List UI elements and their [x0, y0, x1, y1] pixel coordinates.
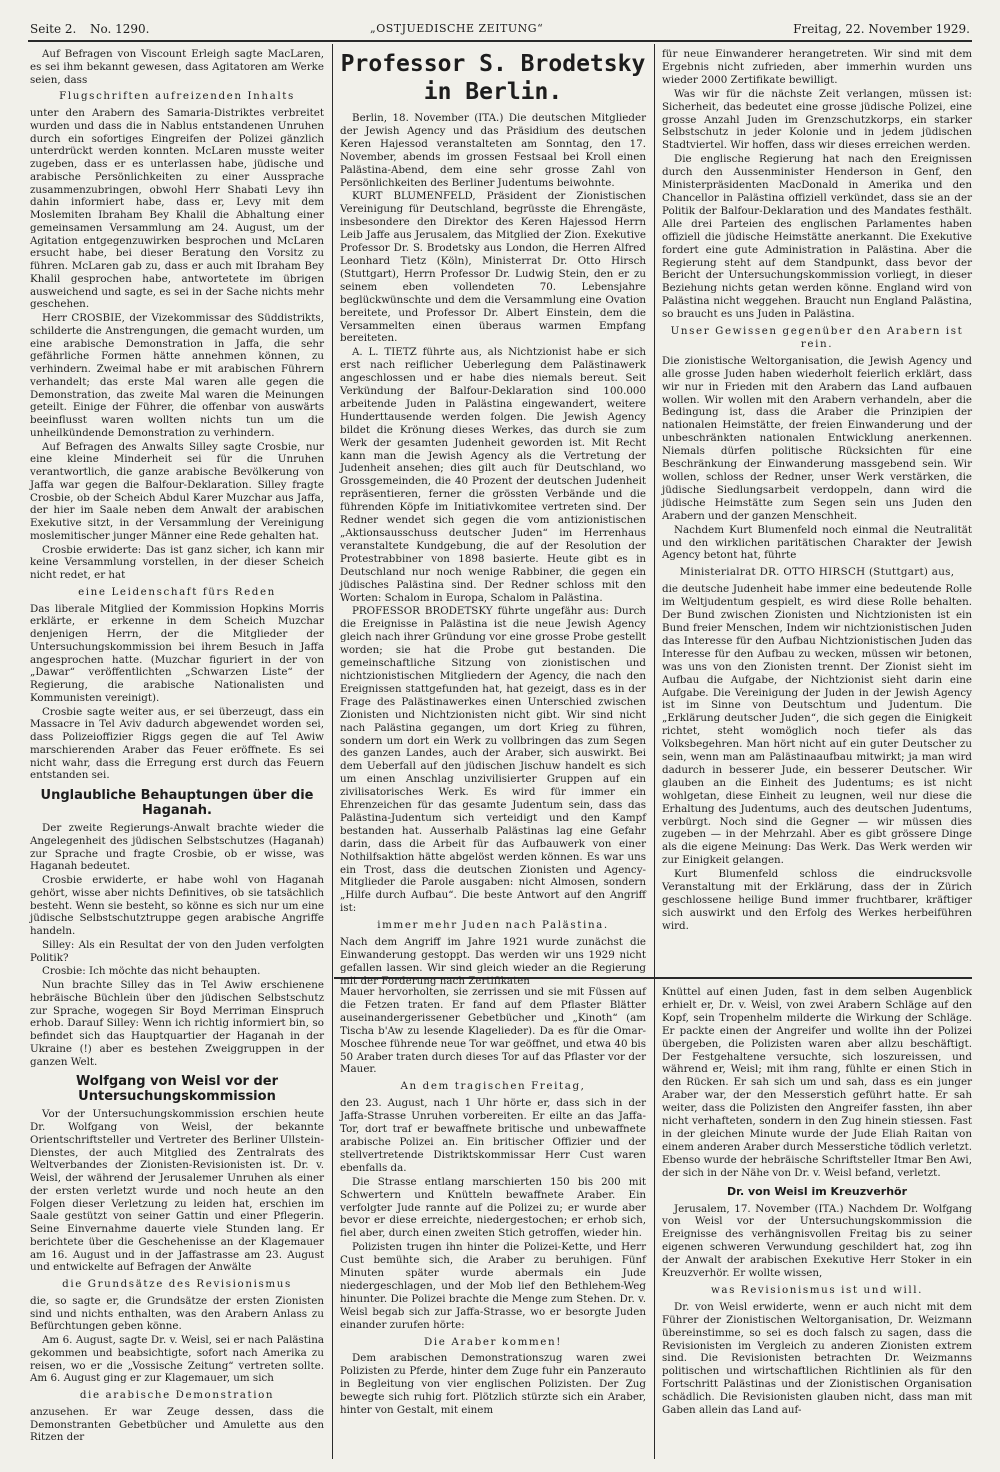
paragraph: PROFESSOR BRODETSKY führte ungefähr aus: Durch die Ereignisse in Palästina ist die neue Jewish Agency gleich nach ihrer Gründung vor eine grosse Probe gestellt worden; sie hat die Probe gut bestanden. Die gemeinschaftliche Sitzung von zionistischen und nichtzionistischen Mitgliedern der Agency, die nach den Ereignissen stattgefunden hat, hat gezeigt, dass es in der Frage des Palästinawerkes einen Unterschied zwischen Zionisten und Nichtzionisten nicht gibt. Wir sind nicht nach Palästina gegangen, um dort Krieg zu führen, sondern um dort ein Werk zu vollbringen das zum Segen des ganzen Landes, auch der Araber, sich auswirkt. Bei dem Ueberfall auf den jüdischen Jischuw handelt es sich um einen Anschlag unzivilisierter Gruppen auf ein zivilisatorisches Werk. Es wird für immer ein Ehrenzeichen für das gesamte Judentum sein, dass das Palästina-Judentum sich verteidigt und den Kampf bestanden hat. Ausserhalb Palästinas lag eine Gefahr darin, dass die Arbeit für das Aufbauwerk von einer Nothilfsaktion hätte abgelöst werden können. Es war uns ein Trost, dass die deutschen Zionisten und Agency-Mitglieder die Parole ausgaben: nicht Almosen, sondern „Hilfe durch Aufbau“. Die beste Antwort auf den Angriff ist: — [340, 605, 646, 915]
paragraph: Kurt Blumenfeld schloss die eindrucksvolle Veranstaltung mit der Erklärung, dass der in Zürich geschlossene heilige Bund immer fruchtbarer, kräftiger sich auswirkt und den Erfolg des Werkes herbeiführen wird. — [662, 868, 972, 932]
section-heading: Wolfgang von Weisl vor der Untersuchungskommission — [75, 1074, 278, 1105]
spaced-heading: Flugschriften aufreizenden Inhalts — [59, 90, 295, 103]
column-middle-bottom — [340, 986, 646, 1458]
paragraph: Auf Befragen des Anwalts Silley sagte Crosbie, nur eine kleine Minderheit sei für die Unruhen verantwortlich, die ganze arabische Bevölkerung von Jaffa war gegen die Balfour-Deklaration. Silley fragte Crosbie, ob der Scheich Abdul Karer Muzchar aus Jaffa, der hier im Saale neben dem Anwalt der arabischen Exekutive sitzt, in der Versammlung der Vereinigung moslemitischer junger Männer eine Rede gehalten hat. — [30, 440, 324, 542]
paragraph: Polizisten trugen ihn hinter die Polizei-Kette, und Herr Cust bemühte sich, die Araber zu beruhigen. Fünf Minuten später wurde abermals ein Jude niedergeschlagen, und der Mob lief den Bethlehem-Weg hinunter. Die Polizei brachte die Menge zum Stehen. Dr. v. Weisl begab sich zur Jaffa-Strasse, wo er besorgte Juden einander zurufen hörte: — [340, 1241, 646, 1331]
spaced-heading: Unser Gewissen gegenüber den Arabern ist rein. — [670, 325, 964, 350]
column-rule-left — [332, 44, 333, 1459]
paragraph: Silley: Als ein Resultat der von den Juden verfolgten Politik? — [30, 938, 324, 964]
paragraph: Die Strasse entlang marschierten 150 bis 200 mit Schwertern und Knütteln bewaffnete Araber. Ein verfolgter Jude rannte auf die Polizei zu; er wurde aber bevor er diese erreichte, niedergestochen; er erhob sich, fiel aber, durch einen zweiten Stich getroffen, wieder hin. — [340, 1175, 646, 1240]
paragraph: KURT BLUMENFELD, Präsident der Zionistischen Vereinigung für Deutschland, begrüsste die Ehrengäste, insbesondere den Direktor des Keren Hajessod Herrn Leib Jaffe aus Jerusalem, das Mitglied der Zion. Exekutive Professor Dr. S. Brodetsky aus London, die Herren Alfred Leonhard Tietz (Köln), Ministerrat Dr. Otto Hirsch (Stuttgart), Herrn Professor Dr. Ludwig Stein, den er zu seinem eben vollendeten 70. Lebensjahre beglückwünschte und dem die Versammlung eine Ovation bereitete, und Professor Dr. Albert Einstein, dem die Versammelten einen überaus warmen Empfang bereiteten. — [340, 190, 646, 345]
paragraph: Der zweite Regierungs-Anwalt brachte wieder die Angelegenheit des jüdischen Selbstschutzes (Haganah) zur Sprache und fragte Crosbie, ob er wisse, was Haganah bedeutet. — [30, 822, 324, 873]
spaced-heading: eine Leidenschaft fürs Reden — [78, 585, 276, 598]
paragraph: Was wir für die nächste Zeit verlangen, müssen ist: Sicherheit, das bedeutet eine grosse jüdische Polizei, eine grosse Anzahl Juden im Grenzschutzkorps, ein starker Selbstschutz in jeder Kolonie und in jedem jüdischen Stadtviertel. Wir hoffen, dass wir dieses erreichen werden. — [662, 87, 972, 152]
paragraph: Auf Befragen von Viscount Erleigh sagte MacLaren, es sei ihm bekannt gewesen, dass Agitatoren am Werke seien, dass — [30, 48, 324, 86]
paragraph: A. L. TIETZ führte aus, als Nichtzionist habe er sich erst nach reiflicher Ueberlegung dem Palästinawerk angeschlossen und er habe dies niemals bereut. Seit Verkündung der Balfour-Deklaration sind 100.000 arbeitende Juden in Palästina eingewandert, weitere Hunderttausende werden folgen. Die Jewish Agency bildet die Krönung dieses Werkes, das durch sie zum Werk der gesamten Judenheit geworden ist. Mit Recht kann man die Jewish Agency als die Vertretung der Judenheit ansehen; dies gilt auch für Deutschland, wo Grossgemeinden, die 40 Prozent der deutschen Judenheit repräsentieren, ferner die grössten Verbände und die führenden Köpfe im Initiativkomitee vertreten sind. Der Redner wendet sich gegen die vom antizionistischen „Aktionsausschuss deutscher Juden“ im Herrenhaus veranstaltete Kundgebung, die auf der Resolution der Protestrabbiner von 1898 basierte. Heute gibt es in Deutschland nur noch wenige Rabbiner, die gegen ein jüdisches Palästina sind. Der Redner schloss mit den Worten: Schalom in Europa, Schalom in Palästina. — [340, 346, 646, 604]
spaced-heading: was Revisionismus ist und will. — [710, 1283, 924, 1296]
paragraph: die deutsche Judenheit habe immer eine bedeutende Rolle im Weltjudentum gespielt, es wird diese Rolle behalten. Der Bund zwischen Zionisten und Nichtzionisten ist ein Bund freier Menschen, Indem wir nichtzionistischen Juden das Interesse für den Aufbau Nichtzionistischen Juden das Interesse für den Aufbau zu wecken, müssen wir betonen, was uns von den Zionisten trennt. Der Zionist sieht im Aufbau die Aufgabe, der Nichtzionist sieht darin eine Aufgabe. Die Vereinigung der Juden in der Jewish Agency ist im Sinne von Deutschtum und Judentum. Die „Erklärung deutscher Juden“, die sich gegen die Einigkeit richtet, steht womöglich noch tiefer als das Volksbegehren. Man hört nicht auf ein guter Deutscher zu sein, wenn man am Palästinaaufbau mitwirkt; ja man wird dadurch in besserer Jude, ein besserer Deutscher. Wir glauben an die Einheit des Judentums; es ist nicht wohlgetan, diese Einheit zu leugnen, weil nur diese die Erhaltung des Judentums, auch des deutschen Judentums, verbürgt. Noch sind die Gegner — wir müssen dies zugeben — in der Mehrzahl. Aber es gibt grössere Dinge als die eigene Meinung: Das Werk. Das Werk werden wir zur Einigkeit gelangen. — [662, 583, 972, 867]
paragraph: Crosbie erwiderte, er habe wohl von Haganah gehört, wisse aber nichts Definitives, ob sie tatsächlich besteht. Wenn sie besteht, so könne es sich nur um eine jüdische Selbstschutztruppe gegen arabische Angriffe handeln. — [30, 874, 324, 937]
column-rule-right — [654, 44, 655, 1459]
spaced-heading: immer mehr Juden nach Palästina. — [377, 919, 609, 932]
paragraph: Jerusalem, 17. November (ITA.) Nachdem Dr. Wolfgang von Weisl vor der Untersuchungskommission die Ereignisse des verhängnisvollen Freitag bis zu seiner eigenen schweren Verwundung geschildert hat, zog ihn der Anwalt der arabischen Exekutive Herr Stoker in ein Kreuzverhör. Er wollte wissen, — [662, 1202, 972, 1280]
column-middle-top — [340, 48, 646, 987]
paragraph: Dem arabischen Demonstrationszug waren zwei Polizisten zu Pferde, hinter dem Zuge fuhr ein Panzerauto in Begleitung von vier englischen Polizisten. Der Zug bewegte sich ruhig fort. Plötzlich stürzte sich ein Araber, hinter von Gestalt, mit einem — [340, 1352, 646, 1417]
paragraph: Vor der Untersuchungskommission erschien heute Dr. Wolfgang von Weisl, der bekannte Orientschriftsteller und Vertreter des Berliner Ullstein-Dienstes, der auch Mitglied des Zentralrats des Weltverbandes der Zionisten-Revisionisten ist. Dr. v. Weisl, der während der Jerusalemer Unruhen als einer der ersten verletzt wurde und noch heute an den Folgen dieser Verletzung zu leiden hat, erschien im Saale gestützt von seiner Gattin und einer Pflegerin. Seine Einvernahme dauerte viele Stunden lang. Er berichtete über die Geschehenisse an der Klagemauer am 16. August und in der Jaffastrasse am 23. August und entwickelte auf Befragen der Anwälte — [30, 1108, 324, 1274]
column-right-bottom — [662, 986, 972, 1458]
paragraph: Crosbie erwiderte: Das ist ganz sicher, ich kann mir keine Versammlung vorstellen, in der dieser Scheich nicht redet, er hat — [30, 543, 324, 581]
spaced-heading: die Grundsätze des Revisionismus — [62, 1278, 292, 1290]
section-heading: Unglaubliche Behauptungen über die Haganah. — [40, 788, 314, 818]
section-heading: Dr. von Weisl im Kreuzverhör — [726, 1184, 908, 1198]
issue-date: Freitag, 22. November 1929. — [793, 22, 970, 36]
paragraph: den 23. August, nach 1 Uhr hörte er, dass sich in der Jaffa-Strasse Unruhen vorbereiten. Er eilte an das Jaffa-Tor, dort traf er bewaffnete britische und unbewaffnete arabische Polizei an. Ein britischer Offizier und der stellvertretende Distriktskommissar Herr Cust waren ebenfalls da. — [340, 1097, 646, 1174]
header-rule — [28, 40, 972, 42]
paragraph: Nun brachte Silley das in Tel Awiw erschienene hebräische Büchlein über den jüdischen Selbstschutz zur Sprache, wogegen Sir Boyd Merriman Einspruch erhob. Darauf Silley: Wenn ich richtig informiert bin, so befindet sich das Hauptquartier der Haganah in der Ukraine (!) aber es bestehen Zweiggruppen in der ganzen Welt. — [30, 979, 324, 1068]
masthead: „OSTJUEDISCHE ZEITUNG“ — [370, 22, 544, 35]
paragraph: die, so sagte er, die Grundsätze der ersten Zionisten sind und nichts enthalten, was den Arabern Anlass zu Befürchtungen geben könne. — [30, 1294, 324, 1333]
column-right-top — [662, 48, 972, 974]
speaker-heading: Ministerialrat DR. OTTO HIRSCH (Stuttgart) aus, — [679, 566, 955, 579]
paragraph: unter den Arabern des Samaria-Distriktes verbreitet wurden und dass die in Nablus entstandenen Unruhen durch ein sofortiges Eingreifen der Polizei gänzlich unterdrückt werden konnten. McLaren musste weiter zugeben, dass er es unterlassen habe, jüdische und arabische Persönlichkeiten zu einer Aussprache zusammenzubringen, obwohl Herr Shabati Levy ihn dahin informiert habe, dass er, Levy mit dem Moslemiten Ibraham Bey Khalil die Abhaltung einer gemeinsamen Versammlung am 24. August, um der Agitation entgegenzuwirken besprochen und McLaren ersucht habe, bei dieser Beratung den Vorsitz zu führen. McLaren gab zu, dass er auch mit Ibraham Bey Khalil gesprochen habe, antwortetete im übrigen ausweichend und sagte, es sei in der Sache nichts mehr geschehen. — [30, 107, 324, 311]
issue-number: No. 1290. — [90, 22, 150, 36]
paragraph: Berlin, 18. November (ITA.) Die deutschen Mitglieder der Jewish Agency und das Präsidium des deutschen Keren Hajessod veranstalteten am Sonntag, den 17. November, abends im grossen Festsaal bei Kroll einen Palästina-Abend, dem eine sehr grosse Zahl von Persönlichkeiten des Berliner Judentums beiwohnte. — [340, 112, 646, 189]
paragraph: Crosbie: Ich möchte das nicht behaupten. — [42, 965, 261, 978]
spaced-heading: An dem tragischen Freitag, — [400, 1080, 586, 1093]
paragraph: für neue Einwanderer herangetreten. Wir sind mit dem Ergebnis nicht zufrieden, aber immerhin wurden uns wieder 2000 Zertifikate bewilligt. — [662, 48, 972, 86]
spaced-heading: Die Araber kommen! — [424, 1335, 562, 1348]
paragraph: Nachdem Kurt Blumenfeld noch einmal die Neutralität und den wirklichen paritätischen Charakter der Jewish Agency betont hat, führte — [662, 523, 972, 562]
paragraph: Crosbie sagte weiter aus, er sei überzeugt, dass ein Massacre in Tel Aviv dadurch abgewendet worden sei, dass Polizeioffizier Riggs gegen die auf Tel Awiw marschierenden Araber das Feuer eröffnete. Es sei nicht wahr, dass die Erregung erst durch das Feuern entstanden sei. — [30, 705, 324, 782]
paragraph: Nach dem Angriff im Jahre 1921 wurde zunächst die Einwanderung gestoppt. Das werden wir uns 1929 nicht gefallen lassen. Wir sind gleich wieder an die Regierung mit der Forderung nach Zertifikaten — [340, 936, 646, 987]
paragraph: Die englische Regierung hat nach den Ereignissen durch den Aussenminister Henderson in Genf, den Ministerpräsidenten MacDonald in Amerika und den Chancellor in Palästina offiziell verkündet, dass sie an der Politik der Balfour-Deklaration und des Mandates festhält. Alle drei Parteien des englischen Parlamentes haben offiziell die jüdische Heimstätte anerkannt. Die Exekutive fordert eine gute Administration in Palästina. Aber die Regierung steht auf dem Standpunkt, dass bevor der Bericht der Untersuchungskommission vorliegt, in dieser Beziehung nichts getan werden könne. England wird von Palästina nicht weggehen. Braucht nun England Palästina, so braucht es uns Juden in Palästina. — [662, 153, 972, 321]
paragraph: Knüttel auf einen Juden, fast in dem selben Augenblick erhielt er, Dr. v. Weisl, von zwei Arabern Schläge auf den Kopf, sein Tropenhelm milderte die Wirkung der Schläge. Er packte einen der Angreifer und wollte ihn der Polizei übergeben, die Polizisten waren aber allzu beschäftigt. Der Festgehaltene versuchte, sich loszureissen, und während er, Weisl; mit ihm rang, fühlte er einen Stich in den Rücken. Er sah sich um und sah, dass es ein junger Araber war, der den Messerstich geführt hatte. Er sah weiter, dass die Polizisten den Angreifer fassten, ihn aber nicht verhafteten, sondern in den Zug hinein stiessen. Fast in der gleichen Minute wurde der Jude Eliah Raitan von einem anderen Araber durch Messerstiche tödlich verletzt. Ebenso wurde der hebräische Schriftsteller Itmar Ben Awi, der sich in der Nähe von Dr. v. Weisl befand, verletzt. — [662, 986, 972, 1179]
paragraph: anzusehen. Er war Zeuge dessen, dass die Demonstranten Gebetbücher und Amulette aus den Ritzen der — [30, 1405, 324, 1444]
article-title: Professor S. Brodetsky in Berlin. — [340, 51, 646, 105]
paragraph: Am 6. August, sagte Dr. v. Weisl, sei er nach Palästina gekommen und beabsichtigte, sofort nach Amerika zu reisen, wo er die „Vossische Zeitung“ vertreten sollte. Am 6. August ging er zur Klagemauer, um sich — [30, 1334, 324, 1385]
paragraph: Die zionistische Weltorganisation, die Jewish Agency und alle grosse Juden haben wiederholt feierlich erklärt, dass wir nur in Frieden mit den Arabern das Land aufbauen wollen. Wir wollen mit den Arabern verhandeln, aber die Bedingung ist, dass die Araber die Prinzipien der nationalen Heimstätte, der freien Einwanderung und der unbeschränkten nationalen Entwicklung anerkennen. Niemals dürfen politische Rücksichten für eine Beschränkung der Einwanderung massgebend sein. Wir wollen, schloss der Redner, unser Werk verstärken, die jüdische Siedlungsarbeit verdoppeln, dann wird die jüdische Heimstätte zum Segen sein uns Juden den Arabern und der ganzen Menschheit. — [662, 354, 972, 522]
column-left — [30, 48, 324, 1458]
spaced-heading: die arabische Demonstration — [79, 1389, 275, 1401]
paragraph: Das liberale Mitglied der Kommission Hopkins Morris erklärte, er erkenne in dem Scheich Muzchar denjenigen Herrn, der die Mitglieder der Untersuchungskommission bei ihrem Besuch in Jaffa angesprochen hatte. (Muzchar figuriert in der von „Dawar“ veröffentlichten „Schwarzen Liste“ der Regierung, die arabische Nationalisten und Kommunisten vereinigt). — [30, 602, 324, 704]
paragraph: Mauer hervorholten, sie zerrissen und sie mit Füssen auf die Fetzen traten. Er fand auf dem Pflaster Blätter auseinandergerissener Gebetbücher und „Kinoth“ (am Tischa b'Aw zu lesende Klagelieder). Da es für die Omar-Moschee führende neue Tor war geöffnet, und etwa 40 bis 50 Araber traten durch dieses Tor auf das Pflaster vor der Mauer. — [340, 986, 646, 1076]
paragraph: Herr CROSBIE, der Vizekommissar des Süddistrikts, schilderte die Anstrengungen, die gemacht wurden, um eine arabische Demonstration in Jaffa, die sehr gefährliche Formen hätte annehmen können, zu verhindern. Zweimal habe er mit arabischen Führern verhandelt; das erste Mal waren alle gegen die Demonstration, das zweite Mal waren die Meinungen geteilt. Einige der Führer, die offenbar von auswärts beeinflusst waren wollten nichts tun um die unheilkündende Demonstration zu verhindern. — [30, 312, 324, 439]
page-number: Seite 2. — [30, 22, 77, 36]
paragraph: Dr. von Weisl erwiderte, wenn er auch nicht mit dem Führer der Zionistischen Weltorganisation, Dr. Weizmann übereinstimme, so sei es doch falsch zu sagen, dass die Revisionisten im Vergleich zu anderen Zionisten extrem sind. Die Revisionisten betrachten Dr. Weizmanns politischen und wirtschaftlichen Richtlinien als für den Fortschritt Palästinas und der Zionistischen Organisation schädlich. Die Revisionisten glauben nicht, dass man mit Gaben allein das Land auf- — [662, 1300, 972, 1417]
page-header — [30, 22, 970, 40]
